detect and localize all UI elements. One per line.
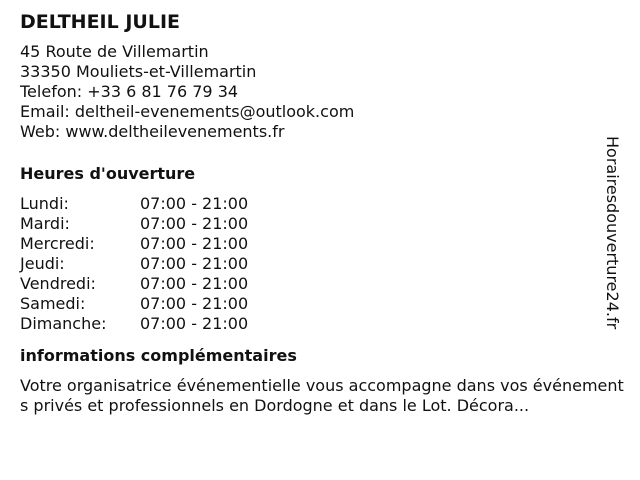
hours-time: 07:00 - 21:00 bbox=[140, 234, 249, 253]
phone-value[interactable]: +33 6 81 76 79 34 bbox=[87, 82, 239, 101]
hours-time: 07:00 - 21:00 bbox=[140, 254, 249, 273]
phone-label: Telefon: bbox=[20, 82, 83, 101]
additional-info-text: Votre organisatrice événementielle vous accompagne dans vos événements privés et professionnels en Dordogne et dans le Lot. Décora... bbox=[20, 376, 624, 415]
hours-row-wednesday bbox=[20, 234, 632, 254]
additional-info-heading: informations complémentaires bbox=[20, 346, 297, 365]
address-line-2: 33350 Mouliets-et-Villemartin bbox=[20, 62, 257, 81]
phone-line bbox=[20, 82, 632, 102]
hours-day: Mardi: bbox=[20, 214, 70, 233]
hours-time: 07:00 - 21:00 bbox=[140, 314, 249, 333]
business-card bbox=[20, 10, 632, 416]
hours-day: Vendredi: bbox=[20, 274, 96, 293]
hours-row-friday bbox=[20, 274, 632, 294]
opening-hours-table bbox=[20, 194, 632, 334]
hours-row-tuesday bbox=[20, 214, 632, 234]
hours-row-thursday bbox=[20, 254, 632, 274]
hours-row-sunday bbox=[20, 314, 632, 334]
email-label: Email: bbox=[20, 102, 70, 121]
hours-row-monday bbox=[20, 194, 632, 214]
hours-row-saturday bbox=[20, 294, 632, 314]
address-line-1: 45 Route de Villemartin bbox=[20, 42, 209, 61]
site-watermark: Horairesdouverture24.fr bbox=[603, 136, 622, 330]
hours-day: Dimanche: bbox=[20, 314, 107, 333]
hours-day: Samedi: bbox=[20, 294, 86, 313]
hours-day: Jeudi: bbox=[20, 254, 65, 273]
business-name: DELTHEIL JULIE bbox=[20, 11, 180, 33]
web-line bbox=[20, 122, 632, 142]
hours-day: Mercredi: bbox=[20, 234, 95, 253]
web-link[interactable]: www.deltheilevenements.fr bbox=[65, 122, 285, 141]
hours-time: 07:00 - 21:00 bbox=[140, 194, 249, 213]
email-line bbox=[20, 102, 632, 122]
web-label: Web: bbox=[20, 122, 61, 141]
email-value[interactable]: deltheil-evenements@outlook.com bbox=[74, 102, 355, 121]
hours-day: Lundi: bbox=[20, 194, 69, 213]
opening-hours-heading: Heures d'ouverture bbox=[20, 164, 196, 183]
hours-time: 07:00 - 21:00 bbox=[140, 294, 249, 313]
hours-time: 07:00 - 21:00 bbox=[140, 214, 249, 233]
hours-time: 07:00 - 21:00 bbox=[140, 274, 249, 293]
